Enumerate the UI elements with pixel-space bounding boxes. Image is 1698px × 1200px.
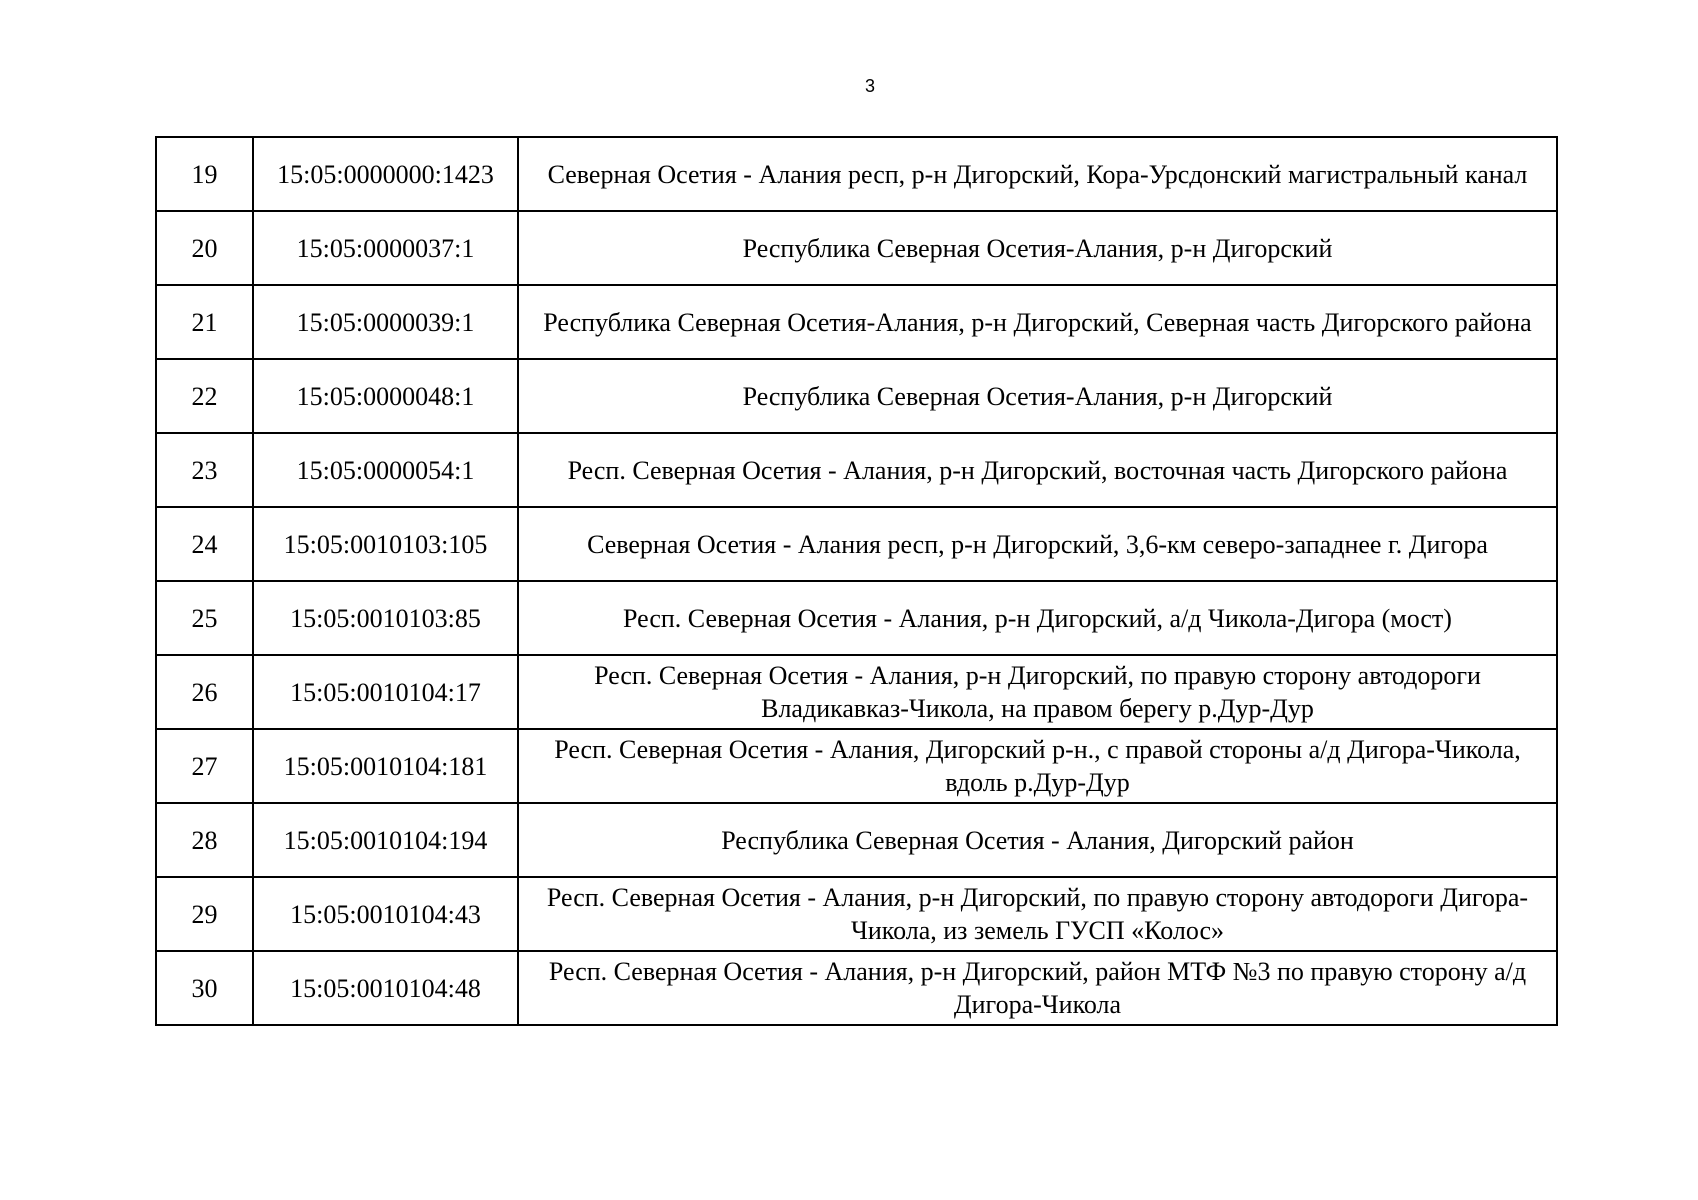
table-row: [156, 359, 1557, 433]
row-number-cell: 23: [156, 433, 253, 507]
row-number-cell: 27: [156, 729, 253, 803]
table-row: [156, 507, 1557, 581]
cadastral-number-cell: 15:05:0010104:181: [253, 729, 518, 803]
cadastral-number-cell: 15:05:0000037:1: [253, 211, 518, 285]
table-body: [156, 137, 1557, 1025]
table-row: [156, 951, 1557, 1025]
address-cell: Северная Осетия - Алания респ, р-н Дигорский, 3,6-км северо-западнее г. Дигора: [518, 507, 1557, 581]
address-cell: Респ. Северная Осетия - Алания, р-н Дигорский, по правую сторону автодороги Владикавказ-Чикола, на правом берегу р.Дур-Дур: [518, 655, 1557, 729]
cadastral-number-cell: 15:05:0000054:1: [253, 433, 518, 507]
cadastral-number-cell: 15:05:0000039:1: [253, 285, 518, 359]
table-row: [156, 137, 1557, 211]
address-cell: Республика Северная Осетия-Алания, р-н Дигорский, Северная часть Дигорского района: [518, 285, 1557, 359]
address-cell: Республика Северная Осетия-Алания, р-н Дигорский: [518, 211, 1557, 285]
row-number-cell: 29: [156, 877, 253, 951]
address-cell: Северная Осетия - Алания респ, р-н Дигорский, Кора-Урсдонский магистральный канал: [518, 137, 1557, 211]
cadastral-number-cell: 15:05:0010104:17: [253, 655, 518, 729]
row-number-cell: 30: [156, 951, 253, 1025]
row-number-cell: 26: [156, 655, 253, 729]
cadastral-number-cell: 15:05:0010103:105: [253, 507, 518, 581]
row-number-cell: 28: [156, 803, 253, 877]
table-row: [156, 803, 1557, 877]
table-row: [156, 655, 1557, 729]
address-cell: Респ. Северная Осетия - Алания, р-н Дигорский, восточная часть Дигорского района: [518, 433, 1557, 507]
row-number-cell: 21: [156, 285, 253, 359]
address-cell: Респ. Северная Осетия - Алания, р-н Дигорский, район МТФ №3 по правую сторону а/д Дигора-Чикола: [518, 951, 1557, 1025]
table-row: [156, 877, 1557, 951]
cadastral-number-cell: 15:05:0010104:48: [253, 951, 518, 1025]
address-cell: Респ. Северная Осетия - Алания, р-н Дигорский, а/д Чикола-Дигора (мост): [518, 581, 1557, 655]
address-cell: Респ. Северная Осетия - Алания, р-н Дигорский, по правую сторону автодороги Дигора-Чикола, из земель ГУСП «Колос»: [518, 877, 1557, 951]
row-number-cell: 24: [156, 507, 253, 581]
row-number-cell: 19: [156, 137, 253, 211]
row-number-cell: 20: [156, 211, 253, 285]
cadastral-number-cell: 15:05:0000000:1423: [253, 137, 518, 211]
table-row: [156, 433, 1557, 507]
page-number: 3: [864, 76, 875, 96]
cadastral-number-cell: 15:05:0010104:43: [253, 877, 518, 951]
cadastral-number-cell: 15:05:0010103:85: [253, 581, 518, 655]
address-cell: Республика Северная Осетия - Алания, Дигорский район: [518, 803, 1557, 877]
address-cell: Республика Северная Осетия-Алания, р-н Дигорский: [518, 359, 1557, 433]
cadastral-number-cell: 15:05:0010104:194: [253, 803, 518, 877]
row-number-cell: 22: [156, 359, 253, 433]
row-number-cell: 25: [156, 581, 253, 655]
table-row: [156, 581, 1557, 655]
cadastral-number-cell: 15:05:0000048:1: [253, 359, 518, 433]
land-plots-table: [155, 136, 1558, 1026]
table-row: [156, 285, 1557, 359]
table-row: [156, 211, 1557, 285]
table-row: [156, 729, 1557, 803]
address-cell: Респ. Северная Осетия - Алания, Дигорский р-н., с правой стороны а/д Дигора-Чикола, вдоль р.Дур-Дур: [518, 729, 1557, 803]
